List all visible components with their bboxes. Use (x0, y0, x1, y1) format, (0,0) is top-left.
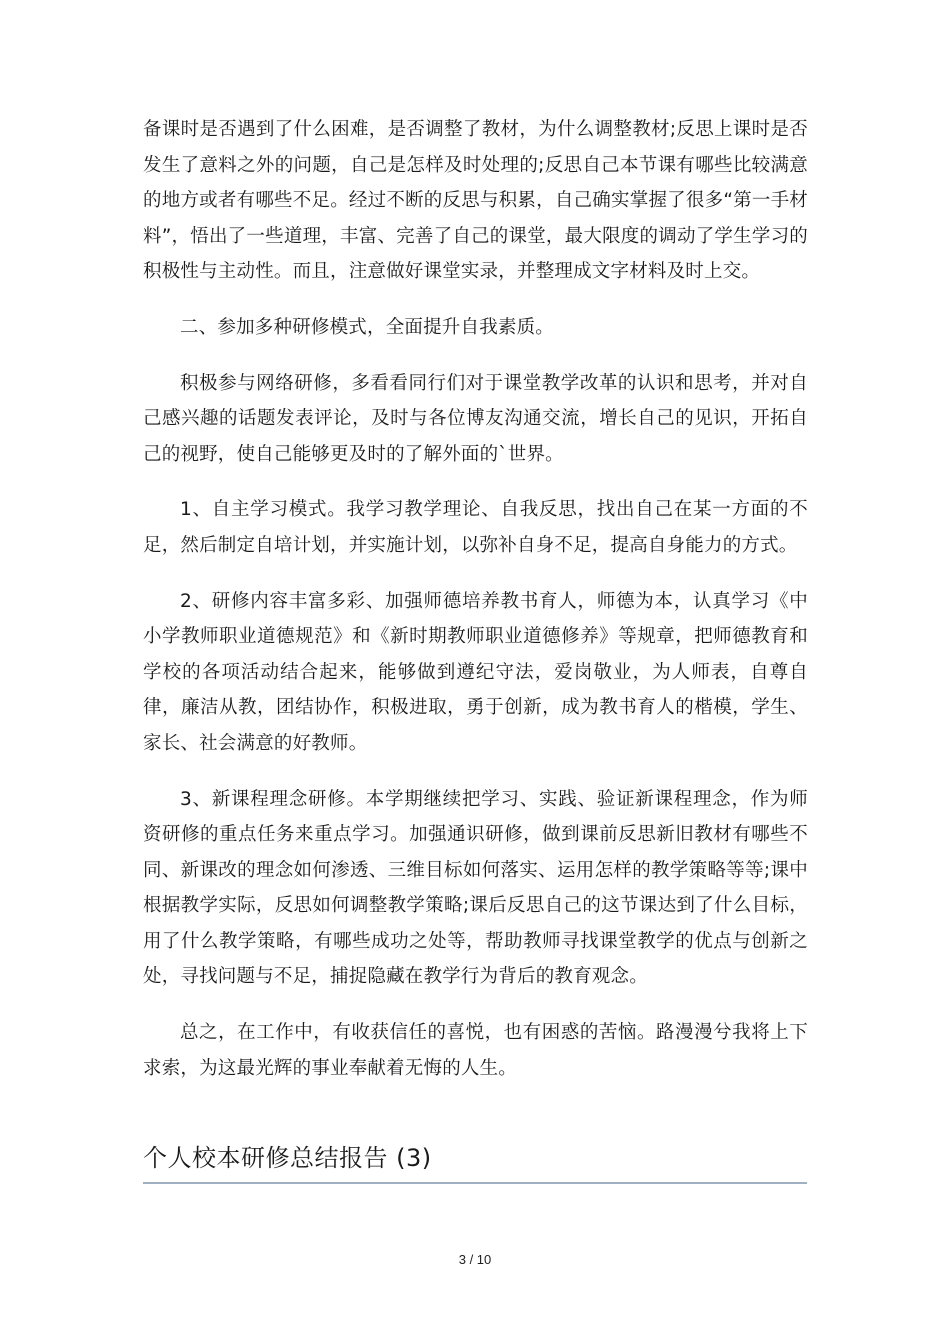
paragraph-1: 备课时是否遇到了什么困难，是否调整了教材，为什么调整教材;反思上课时是否发生了意料之外的问题，自己是怎样及时处理的;反思自己本节课有哪些比较满意的地方或者有哪些不足。经过不断的反思与积累，自己确实掌握了很多“第一手材料”，悟出了一些道理，丰富、完善了自己的课堂，最大限度的调动了学生学习的积极性与主动性。而且，注意做好课堂实录，并整理成文字材料及时上交。 (143, 119, 808, 283)
document-body (143, 112, 808, 1106)
paragraph-2: 二、参加多种研修模式，全面提升自我素质。 (180, 316, 555, 338)
paragraph-5: 2、研修内容丰富多彩、加强师德培养教书育人，师德为本，认真学习《中小学教师职业道德规范》和《新时期教师职业道德修养》等规章，把师德教育和学校的各项活动结合起来，能够做到遵纪守法，爱岗敬业，为人师表，自尊自律，廉洁从教，团结协作，积极进取，勇于创新，成为教书育人的楷模，学生、家长、社会满意的好教师。 (143, 590, 808, 754)
page-number: 3 / 10 (458, 1252, 492, 1267)
paragraph-7: 总之，在工作中，有收获信任的喜悦，也有困惑的苦恼。路漫漫兮我将上下求索，为这最光辉的事业奉献着无悔的人生。 (143, 1022, 808, 1079)
paragraph-6: 3、新课程理念研修。本学期继续把学习、实践、验证新课程理念，作为师资研修的重点任务来重点学习。加强通识研修，做到课前反思新旧教材有哪些不同、新课改的理念如何渗透、三维目标如何落实、运用怎样的教学策略等等;课中根据教学实际，反思如何调整教学策略;课后反思自己的这节课达到了什么目标，用了什么教学策略，有哪些成功之处等，帮助教师寻找课堂教学的优点与创新之处，寻找问题与不足，捕捉隐藏在教学行为背后的教育观念。 (143, 788, 808, 988)
paragraph-4: 1、自主学习模式。我学习教学理论、自我反思，找出自己在某一方面的不足，然后制定自培计划，并实施计划，以弥补自身不足，提高自身能力的方式。 (143, 499, 808, 556)
paragraph-3: 积极参与网络研修，多看看同行们对于课堂教学改革的认识和思考，并对自己感兴趣的话题发表评论，及时与各位博友沟通交流，增长自己的见识，开拓自己的视野，使自己能够更及时的了解外面的`世界。 (143, 372, 808, 465)
section-heading: 个人校本研修总结报告 (3) (143, 1140, 807, 1184)
